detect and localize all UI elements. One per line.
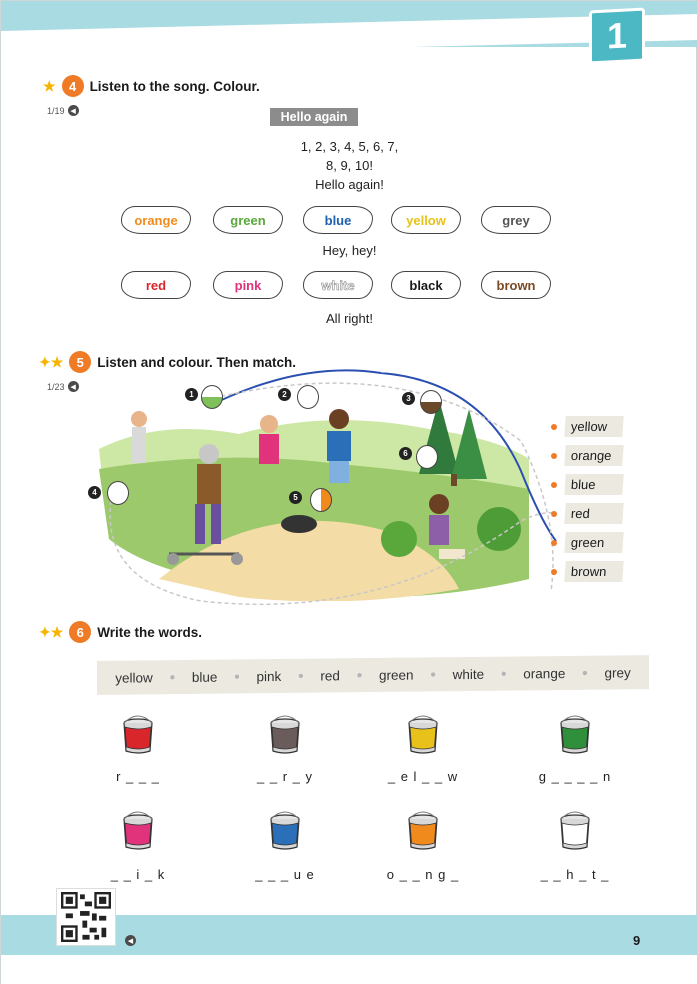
match-word-orange[interactable]: [551, 445, 623, 466]
word-clue-3[interactable]: _ e l _ _ w: [387, 769, 459, 784]
balloon-1: [201, 385, 223, 409]
marker-3: 3: [402, 392, 415, 405]
page-number: 9: [633, 933, 641, 948]
two-stars-icon: ✦★: [39, 624, 64, 640]
paint-can-3: [401, 713, 445, 757]
match-dot[interactable]: [551, 453, 557, 459]
word-clue-5[interactable]: _ _ i _ k: [110, 867, 166, 882]
speaker-icon[interactable]: ◀: [125, 935, 136, 946]
marker-6: 6: [399, 447, 412, 460]
two-stars-icon: ✦★: [39, 354, 64, 370]
paint-can-8: [553, 809, 597, 853]
ex6-number: 6: [69, 621, 91, 643]
marker-4: 4: [88, 486, 101, 499]
paint-can-2: [263, 713, 307, 757]
balloon-4: [107, 481, 129, 505]
colour-word-orange[interactable]: orange: [121, 206, 191, 234]
match-dot[interactable]: [551, 424, 557, 430]
separator-dot: ●: [297, 670, 304, 682]
match-word-label: brown: [564, 561, 623, 582]
separator-dot: ●: [581, 667, 588, 679]
separator-dot: ●: [356, 669, 363, 681]
colour-word-yellow[interactable]: yellow: [391, 206, 461, 234]
ex4-track[interactable]: 1/19 ◀: [47, 105, 79, 116]
word-clue-6[interactable]: _ _ _ u e: [255, 867, 315, 882]
word-bank-item: blue: [191, 669, 218, 685]
ex4-number: 4: [62, 75, 84, 97]
word-clue-4[interactable]: g _ _ _ _ n: [538, 769, 612, 784]
word-clue-2[interactable]: _ _ r _ y: [257, 769, 313, 784]
match-word-label: blue: [564, 474, 623, 495]
match-word-label: yellow: [564, 416, 623, 437]
colour-word-grey[interactable]: grey: [481, 206, 551, 234]
colour-word-pink[interactable]: pink: [213, 271, 283, 299]
colour-word-black[interactable]: black: [391, 271, 461, 299]
paint-can-4: [553, 713, 597, 757]
marker-1: 1: [185, 388, 198, 401]
paint-can-7: [401, 809, 445, 853]
song-title: Hello again: [270, 108, 358, 126]
song-line-2: 8, 9, 10!: [326, 158, 373, 173]
ex5-number: 5: [69, 351, 91, 373]
balloon-3: [420, 390, 442, 414]
ex4-instruction: Listen to the song. Colour.: [89, 78, 260, 94]
word-bank-item: red: [320, 667, 340, 684]
balloon-2: [297, 385, 319, 409]
star-icon: ★: [43, 78, 56, 94]
word-bank-item: pink: [256, 668, 282, 684]
song-line-allright: All right!: [326, 311, 373, 326]
ex6-header: [39, 621, 202, 643]
colour-word-brown[interactable]: brown: [481, 271, 551, 299]
speaker-icon[interactable]: ◀: [68, 105, 79, 116]
match-dot[interactable]: [551, 482, 557, 488]
ex5-instruction: Listen and colour. Then match.: [97, 354, 297, 370]
separator-dot: ●: [500, 668, 507, 680]
colour-word-red[interactable]: red: [121, 271, 191, 299]
match-word-yellow[interactable]: [551, 416, 623, 437]
match-word-green[interactable]: [551, 532, 623, 553]
match-word-brown[interactable]: [551, 561, 623, 582]
match-word-label: green: [564, 532, 623, 553]
marker-5: 5: [289, 491, 302, 504]
match-dot[interactable]: [551, 569, 557, 575]
match-word-label: red: [564, 503, 623, 524]
word-clue-7[interactable]: o _ _ n g _: [386, 867, 460, 882]
match-dot[interactable]: [551, 511, 557, 517]
match-word-red[interactable]: [551, 503, 623, 524]
colour-word-green[interactable]: green: [213, 206, 283, 234]
paint-can-5: [116, 809, 160, 853]
word-bank-item: yellow: [115, 669, 153, 686]
separator-dot: ●: [233, 670, 240, 682]
song-line-hey: Hey, hey!: [322, 243, 377, 258]
paint-can-6: [263, 809, 307, 853]
word-bank-item: orange: [523, 665, 566, 681]
word-clue-1[interactable]: r _ _ _: [116, 769, 160, 784]
word-clue-8[interactable]: _ _ h _ t _: [540, 867, 610, 882]
ex5-track[interactable]: 1/23 ◀: [47, 381, 79, 392]
separator-dot: ●: [430, 668, 437, 680]
colour-word-white[interactable]: white: [303, 271, 373, 299]
unit-number-tab: 1: [589, 8, 645, 65]
word-bank-item: grey: [604, 664, 631, 681]
colour-word-blue[interactable]: blue: [303, 206, 373, 234]
paint-can-1: [116, 713, 160, 757]
word-bank-item: green: [379, 667, 414, 683]
match-word-label: orange: [564, 445, 623, 466]
match-word-blue[interactable]: [551, 474, 623, 495]
word-bank-item: white: [452, 666, 485, 682]
separator-dot: ●: [169, 671, 176, 683]
qr-code-icon[interactable]: [57, 889, 115, 945]
song-line-1: 1, 2, 3, 4, 5, 6, 7,: [300, 139, 399, 154]
word-bank: [97, 655, 649, 695]
balloon-6: [416, 445, 438, 469]
balloon-5: [310, 488, 332, 512]
marker-2: 2: [278, 388, 291, 401]
match-dot[interactable]: [551, 540, 557, 546]
speaker-icon[interactable]: ◀: [68, 381, 79, 392]
song-line-3: Hello again!: [315, 177, 384, 192]
ex6-instruction: Write the words.: [97, 624, 203, 640]
